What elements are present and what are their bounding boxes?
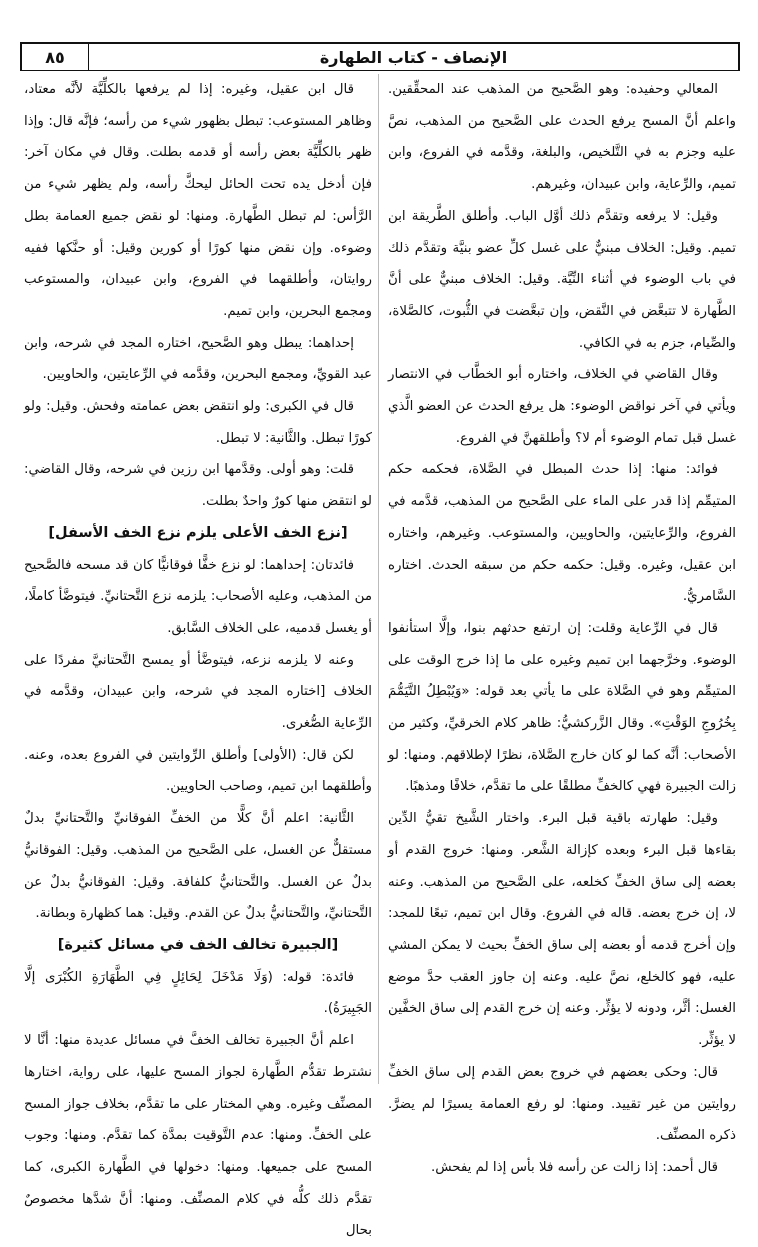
paragraph: فائدة: قوله: (وَلَا مَدْخَلَ لِحَائِلٍ فِي الطَّهَارَةِ الكُبْرَى إلَّا الجَبِيرَةُ). — [24, 969, 372, 1017]
paragraph: وقيل: لا يرفعه وتقدَّم ذلك أوَّل الباب. وأطلق الطَّريقة ابن تميم. وقيل: الخلاف مبنيٌّ على غسل كلِّ عضو بنيَّة وتقدَّم ذلك في باب الوضوء في أثناء النِّيَّة. وقيل: الخلاف مبنيٌّ على أنَّ الطَّهارة لا تتبعَّض في النَّقض، وإن تبعَّضت في الثُّبوت، كالصَّلاة، والصِّيام، جزم به في الكافي. — [388, 208, 736, 351]
paragraph: قال: وحكى بعضهم في خروج بعض القدم إلى ساق الخفِّ روايتين من غير تقييد. ومنها: لو رفع العمامة يسيرًا لم يضرَّ. ذكره المصنِّف. — [388, 1064, 736, 1144]
paragraph: وعنه لا يلزمه نزعه، فيتوضَّأ أو يمسح التَّحتانيَّ مفردًا على الخلاف [اختاره المجد في شرحه، وابن عبيدان، وقدَّمه في الرِّعاية الصُّغرى. — [24, 652, 372, 732]
left-column — [24, 74, 372, 1247]
paragraph: قال في الرِّعاية وقلت: إن ارتفع حدثهم بنوا، وإلَّا استأنفوا الوضوء. وخرَّجهما ابن تميم وغيره على ما إذا خرج الوقت على المتيمِّم وهو في الصَّلاة على ما يأتي بعد قوله: «وَيُبْطِلُ التَّيَمُّمَ بِخُرُوجِ الوَقْتِ». وقال الزَّركشيُّ: ظاهر كلام الخرقيِّ، وكثير من الأصحاب: أنَّه كما لو كان خارج الصَّلاة، نظرًا لإطلاقهم. ومنها: لو زالت الجبيرة فهي كالخفِّ مطلقًا على ما تقدَّم، خلافًا ومذهبًا. — [388, 620, 736, 795]
paragraph: وقيل: طهارته باقية قبل البرء. واختار الشَّيخ تقيُّ الدِّين بقاءها قبل البرء وبعده كإزالة الشَّعر. ومنها: خروج القدم أو بعضه إلى ساق الخفِّ كخلعه، على الصَّحيح من المذهب. وعنه لا، إن خرج بعضه. قاله في الفروع. وقال ابن تميم، تبعًا للمجد: وإن أخرج قدمه أو بعضه إلى ساق الخفِّ بحيث لا يمكن المشي عليه، فهو كالخلع، نصَّ عليه. وعنه إن جاوز العقب حدَّ موضع الغسل: أثَّر، ودونه لا يؤثِّر. وعنه إن خرج القدم إلى ساق الخفَّين لا يؤثِّر. — [388, 811, 736, 1049]
paragraph: قلت: وهو أولى. وقدَّمها ابن رزين في شرحه، وقال القاضي: لو انتقض منها كورٌ واحدٌ بطلت. — [24, 462, 372, 510]
paragraph: وقال القاضي في الخلاف، واختاره أبو الخطَّاب في الانتصار ويأتي في آخر نواقض الوضوء: هل يرفع الحدث عن العضو الَّذي غسل قبل تمام الوضوء أم لا؟ وأطلقهنَّ في الفروع. — [388, 367, 736, 446]
paragraph: لكن قال: (الأولى] وأطلق الرِّوايتين في الفروع بعده، وعنه. وأطلقهما ابن تميم، وصاحب الحاويين. — [24, 747, 372, 795]
paragraph: المعالي وحفيده: وهو الصَّحيح من المذهب عند المحقِّقين. واعلم أنَّ المسح يرفع الحدث على الصَّحيح من المذهب، نصَّ عليه وجزم به في التَّلخيص، والبلغة، وقدَّمه في الفروع، وابن تميم، والرِّعاية، وابن عبيدان، وغيرهم. — [388, 82, 736, 193]
paragraph: إحداهما: يبطل وهو الصَّحيح، اختاره المجد في شرحه، وابن عبد القويِّ، ومجمع البحرين، وقدَّمه في الرِّعايتين، والحاويين. — [24, 335, 372, 383]
paragraph: فوائد: منها: إذا حدث المبطل في الصَّلاة، فحكمه حكم المتيمِّم إذا قدر على الماء على الصَّحيح من المذهب، قدَّمه في الفروع، والرِّعايتين، والحاويين، والمستوعب. وغيرهم، واختاره ابن عقيل، وغيره. وقيل: حكمه حكم من سبقه الحدث. اختاره السَّامريُّ. — [388, 462, 736, 605]
right-column — [388, 74, 736, 1184]
paragraph: قال في الكبرى: ولو انتقض بعض عمامته وفحش. وقيل: ولو كورًا تبطل. والثَّانية: لا تبطل. — [24, 399, 372, 446]
page-number: ٨٥ — [22, 44, 89, 70]
paragraph: اعلم أنَّ الجبيرة تخالف الخفَّ في مسائل عديدة منها: أنَّا لا نشترط تقدُّم الطَّهارة لجواز المسح عليها، على رواية، اختارها المصنِّف وغيره. وهي المختار على ما تقدَّم، بخلاف جواز المسح على الخفِّ. ومنها: عدم التَّوقيت بمدَّة كما تقدَّم. ومنها: وجوب المسح على جميعها. ومنها: دخولها في الطَّهارة الكبرى، كما تقدَّم ذلك كلُّه في كلام المصنِّف. ومنها: أنَّ شدَّها مخصوصٌ بحال — [24, 1033, 372, 1239]
running-title: الإنصاف - كتاب الطهارة — [319, 47, 508, 67]
paragraph: فائدتان: إحداهما: لو نزع خفًّا فوقانيًّا كان قد مسحه فالصَّحيح من المذهب، وعليه الأصحاب: يلزمه نزع التَّحتانيِّ. فيتوضَّأ كاملًا، أو يغسل قدميه، على الخلاف السَّابق. — [24, 557, 372, 636]
section-heading: [نزع الخف الأعلى يلزم نزع الخف الأسفل] — [48, 524, 348, 541]
section-heading: [الجبيرة تخالف الخف في مسائل كثيرة] — [57, 936, 339, 953]
paragraph: قال أحمد: إذا زالت عن رأسه فلا بأس إذا لم يفحش. — [430, 1159, 718, 1175]
column-divider — [378, 74, 379, 1084]
paragraph: الثَّانية: اعلم أنَّ كلًّا من الخفِّ الفوقانيِّ والتَّحتانيِّ بدلٌ مستقلٌّ عن الغسل، على الصَّحيح من المذهب. وقيل: الفوقانيُّ بدلٌ عن الغسل. والتَّحتانيُّ كلفافة. وقيل: الفوقانيُّ بدلٌ عن التَّحتانيِّ، والتَّحتانيُّ بدلٌ عن القدم. وقيل: هما كظهارة وبطانة. — [24, 811, 372, 922]
paragraph: قال ابن عقيل، وغيره: إذا لم يرفعها بالكلِّيَّة لأنَّه معتاد، وظاهر المستوعب: تبطل بظهور شيء من رأسه؛ فإنَّه قال: وإذا ظهر بالكلِّيَّة بعض رأسه أو قدمه بطلت. وقال في مكان آخر: فإن أدخل يده تحت الحائل ليحكَّ رأسه، ولم يظهر شيء من الرَّأس: لم تبطل الطَّهارة. ومنها: لو نقض جميع العمامة بطل وضوءه. وإن نقض منها كورًا أو كورين وقيل: أو حنَّكها ففيه روايتان، وأطلقهما في الفروع، وابن عبيدان، والمستوعب ومجمع البحرين، وابن تميم. — [24, 82, 372, 319]
running-header — [20, 42, 740, 71]
